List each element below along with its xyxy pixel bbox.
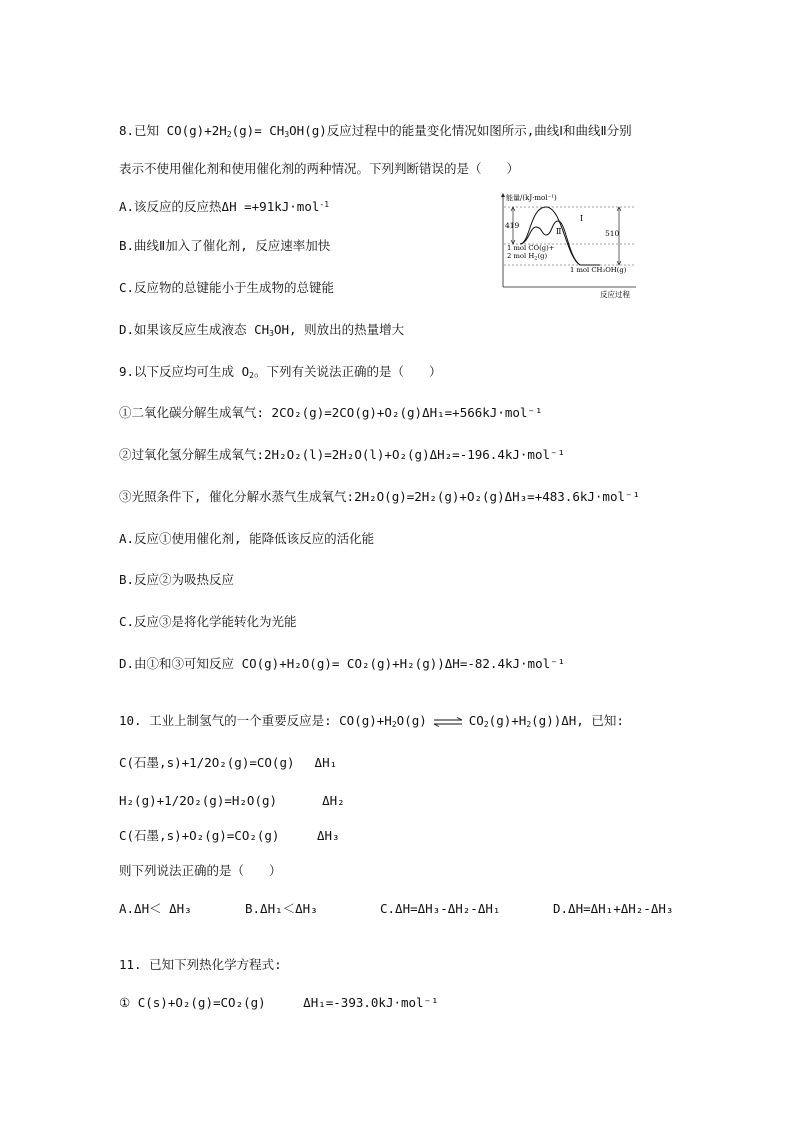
label-419: 419 <box>505 221 520 230</box>
q9-option-b: B.反应②为吸热反应 <box>119 572 235 587</box>
q10-option-a: A.ΔH＜ ΔH₃ <box>119 901 192 916</box>
q9-stem: 9.以下反应均可生成 $O_2$。下列有关说法正确的是（ ） <box>119 364 442 380</box>
q9-option-a: A.反应①使用催化剂, 能降低该反应的活化能 <box>119 531 375 546</box>
q9-option-d: D.由①和③可知反应 CO(g)+H₂O(g)= CO₂(g)+H₂(g))ΔH=-82.4kJ·mol⁻¹ <box>119 656 566 671</box>
q8-option-a: A.该反应的反应热ΔH =+91kJ·mol$^{-1}$ <box>119 199 330 214</box>
q8-option-d: D.如果该反应生成液态 $CH_3OH$, 则放出的热量增大 <box>119 322 405 338</box>
q10-stem: 10. 工业上制氢气的一个重要反应是: $CO(g)+H_2O(g)$ $CO_2(g)+H_2(g))\Delta H$, 已知: <box>119 713 624 729</box>
q9-reaction-3: ③光照条件下, 催化分解水蒸气生成氧气:2H₂O(g)=2H₂(g)+O₂(g)ΔH₃=+483.6kJ·mol⁻¹ <box>119 489 641 504</box>
equilibrium-arrow-icon <box>433 717 463 727</box>
q10-option-b: B.ΔH₁＜ΔH₃ <box>245 901 318 916</box>
q8-option-b: B.曲线Ⅱ加入了催化剂, 反应速率加快 <box>119 238 331 253</box>
reactant-label-1: 1 mol CO(g)+ <box>507 244 555 252</box>
q9-reaction-1: ①二氧化碳分解生成氧气: 2CO₂(g)=2CO(g)+O₂(g)ΔH₁=+566kJ·mol⁻¹ <box>119 405 543 420</box>
product-label: 1 mol CH₃OH(g) <box>570 266 627 274</box>
x-axis-label: 反应过程 <box>600 290 630 299</box>
q9-option-c: C.反应③是将化学能转化为光能 <box>119 614 297 629</box>
curve-I-label: Ⅰ <box>580 214 584 223</box>
q8-option-c: C.反应物的总键能小于生成物的总键能 <box>119 280 335 295</box>
q8-stem-line2: 表示不使用催化剂和使用催化剂的两种情况。下列判断错误的是（ ） <box>119 161 520 176</box>
q11-equation-1: ① C(s)+O₂(g)=CO₂(g) ΔH₁=-393.0kJ·mol⁻¹ <box>119 995 439 1010</box>
q10-equation-3: C(石墨,s)+O₂(g)=CO₂(g) ΔH₃ <box>119 828 340 843</box>
curve-II-label: Ⅱ <box>556 227 562 236</box>
q10-option-c: C.ΔH=ΔH₃-ΔH₂-ΔH₁ <box>380 901 501 916</box>
q10-question: 则下列说法正确的是（ ） <box>119 863 282 878</box>
energy-diagram <box>496 191 641 299</box>
reactant-label-2: 2 mol $H_2(g)$ <box>507 252 548 262</box>
q10-equation-1: C(石墨,s)+1/2O₂(g)=CO(g) ΔH₁ <box>119 755 338 770</box>
q8-stem-line1: 8.已知 $CO(g)+2H_2(g)= CH_3OH(g)$反应过程中的能量变化情况如图所示,曲线Ⅰ和曲线Ⅱ分别 <box>119 123 632 139</box>
y-axis-label: 能量/(kJ·mol⁻¹) <box>506 194 557 202</box>
q11-stem: 11. 已知下列热化学方程式: <box>119 957 282 972</box>
label-510: 510 <box>605 229 620 238</box>
q9-reaction-2: ②过氧化氢分解生成氧气:2H₂O₂(l)=2H₂O(l)+O₂(g)ΔH₂=-196.4kJ·mol⁻¹ <box>119 447 566 462</box>
q10-option-d: D.ΔH=ΔH₁+ΔH₂-ΔH₃ <box>553 901 674 916</box>
q10-equation-2: H₂(g)+1/2O₂(g)=H₂O(g) ΔH₂ <box>119 793 345 808</box>
